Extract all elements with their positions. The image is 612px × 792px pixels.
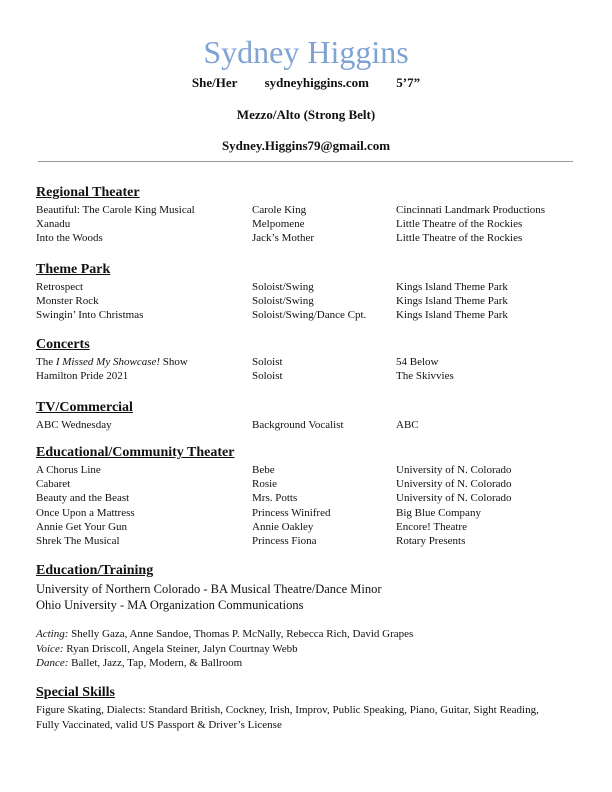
role: Soloist	[252, 370, 283, 383]
show-title-italic: I Missed My Showcase!	[55, 356, 161, 368]
venue: 54 Below	[396, 356, 439, 368]
credit-row	[36, 369, 581, 383]
show: Xanadu	[36, 218, 71, 231]
section-title: Regional Theater	[36, 185, 140, 200]
credit-row	[36, 294, 581, 308]
venue: The Skivvies	[396, 370, 454, 383]
education-line: Ohio University - MA Organization Communications	[36, 598, 304, 612]
venue: University of N. Colorado	[396, 464, 512, 476]
credit-row	[36, 491, 581, 505]
show: Annie Get Your Gun	[36, 520, 128, 533]
show: Retrospect	[36, 281, 84, 293]
credit-row	[36, 463, 581, 477]
training-line	[36, 627, 581, 642]
contact-line	[0, 75, 612, 91]
show: Hamilton Pride 2021	[36, 370, 129, 383]
show: Monster Rock	[36, 295, 99, 308]
show: Shrek The Musical	[36, 534, 120, 547]
venue: Encore! Theatre	[396, 520, 467, 533]
role: Soloist/Swing	[252, 281, 314, 293]
section-regional	[36, 185, 581, 246]
role: Princess Fiona	[252, 534, 317, 547]
role: Annie Oakley	[252, 520, 314, 533]
role: Carole King	[252, 204, 307, 216]
training-line	[36, 656, 581, 671]
section-title: Educational/Community Theater	[36, 445, 235, 460]
role: Princess Winifred	[252, 506, 331, 519]
credit-row	[36, 308, 581, 322]
credit-row	[36, 203, 581, 217]
show: Beauty and the Beast	[36, 492, 130, 505]
credit-row	[36, 520, 581, 534]
venue: Big Blue Company	[396, 506, 481, 519]
role: Soloist/Swing/Dance Cpt.	[252, 309, 367, 322]
training-text: Ballet, Jazz, Tap, Modern, & Ballroom	[68, 657, 243, 669]
credit-row	[36, 355, 581, 369]
training-label: Voice:	[36, 642, 64, 655]
section-skills	[36, 685, 581, 732]
section-tv	[36, 400, 581, 432]
credit-row	[36, 418, 581, 432]
section-concerts	[36, 337, 581, 383]
venue: Kings Island Theme Park	[396, 295, 508, 308]
credit-row	[36, 280, 581, 294]
training-line	[36, 642, 581, 657]
venue: Little Theatre of the Rockies	[396, 232, 523, 245]
voice-type: Mezzo/Alto (Strong Belt)	[236, 107, 376, 122]
credit-row	[36, 217, 581, 231]
divider	[38, 161, 573, 162]
role: Soloist	[252, 356, 283, 368]
venue: ABC	[396, 419, 419, 431]
section-title: Education/Training	[36, 563, 154, 578]
role: Melpomene	[252, 218, 305, 231]
show: Cabaret	[36, 478, 71, 491]
show: ABC Wednesday	[36, 419, 112, 431]
skills-text: Figure Skating, Dialects: Standard British, Cockney, Irish, Improv, Public Speaking, Piano, Guitar, Sight Reading, Fully Vaccinated, valid US Passport & Driver’s License	[36, 704, 539, 731]
website-link[interactable]: sydneyhiggins.com	[264, 75, 370, 90]
show: Once Upon a Mattress	[36, 506, 135, 519]
venue: Cincinnati Landmark Productions	[396, 204, 546, 216]
credit-row	[36, 231, 581, 245]
credit-row	[36, 477, 581, 491]
role: Mrs. Potts	[252, 492, 298, 505]
show: A Chorus Line	[36, 464, 101, 476]
role: Background Vocalist	[252, 419, 344, 431]
role: Soloist/Swing	[252, 295, 314, 308]
show-prefix: The	[36, 356, 56, 368]
section-theme-park	[36, 262, 581, 323]
role: Bebe	[252, 464, 275, 476]
venue: Kings Island Theme Park	[396, 281, 508, 293]
venue: University of N. Colorado	[396, 492, 512, 505]
height: 5’7”	[396, 75, 421, 90]
section-title: Special Skills	[36, 685, 115, 700]
venue: Rotary Presents	[396, 534, 466, 547]
section-community	[36, 445, 581, 548]
training-label: Dance:	[36, 657, 69, 669]
resume-name: Sydney Higgins	[203, 34, 409, 70]
credit-row	[36, 506, 581, 520]
section-title: Theme Park	[36, 262, 111, 277]
venue: Little Theatre of the Rockies	[396, 218, 523, 231]
show: Into the Woods	[36, 232, 103, 245]
show-suffix: Show	[160, 356, 188, 368]
credit-row	[36, 534, 581, 548]
training-text: Ryan Driscoll, Angela Steiner, Jalyn Courtnay Webb	[63, 642, 298, 655]
email-link[interactable]: Sydney.Higgins79@gmail.com	[221, 138, 391, 153]
show	[36, 355, 188, 369]
pronouns: She/Her	[191, 75, 238, 90]
section-education	[36, 563, 581, 671]
role: Rosie	[252, 478, 278, 491]
venue: Kings Island Theme Park	[396, 309, 508, 322]
education-line: University of Northern Colorado - BA Musical Theatre/Dance Minor	[36, 582, 382, 596]
show: Beautiful: The Carole King Musical	[36, 204, 195, 216]
venue: University of N. Colorado	[396, 478, 512, 491]
section-title: TV/Commercial	[36, 400, 133, 415]
section-title: Concerts	[36, 337, 90, 352]
training-label: Acting:	[36, 628, 69, 640]
training-text: Shelly Gaza, Anne Sandoe, Thomas P. McNally, Rebecca Rich, David Grapes	[68, 628, 414, 640]
role: Jack’s Mother	[252, 232, 315, 245]
show: Swingin’ Into Christmas	[36, 309, 144, 322]
